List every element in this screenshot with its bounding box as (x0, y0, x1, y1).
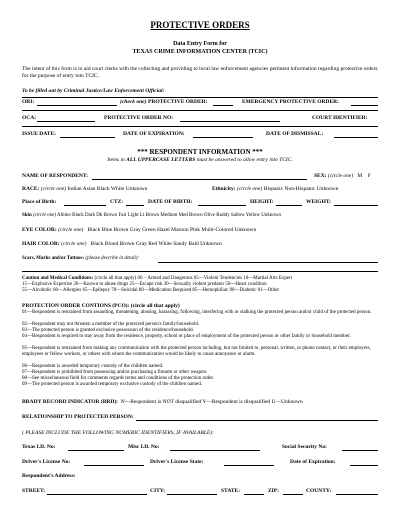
relationship-label: RELATIONSHIP TO PROTECTED PERSON: (22, 414, 134, 420)
sex-option-m[interactable]: M (357, 173, 363, 179)
pco-item-03[interactable]: 03—The protected person is granted exclusive possession of the residence/household. (22, 328, 194, 333)
race-label: RACE: (22, 186, 40, 192)
city-label: CITY: (150, 488, 166, 494)
dl-expiration-field[interactable] (350, 465, 378, 466)
hair-color-label: HAIR COLOR: (22, 241, 60, 247)
issue-date-field[interactable] (60, 137, 115, 138)
check-one-hint: (check one) (120, 99, 147, 105)
caution-options-1[interactable]: (circle all that apply) 00 – Armed and Dangerous 05—Violent Tendencies 10—Martial Arts Expert (94, 276, 293, 281)
texas-id-field[interactable] (68, 450, 124, 451)
form-subtitle-1: Data Entry Form for (173, 41, 227, 47)
drivers-license-state-label: Driver's License State: (150, 459, 204, 465)
scars-group (22, 256, 139, 261)
ctz-field[interactable] (126, 205, 144, 206)
hair-color-group (22, 241, 222, 247)
emergency-order-label: EMERGENCY PROTECTIVE ORDER: (242, 99, 339, 105)
respondent-heading-stars-right: *** (252, 148, 263, 156)
respondent-note-emphasis: ALL UPPERCASE LETTERS (126, 157, 196, 163)
ctz-label: CTZ: (110, 199, 124, 205)
pco-item-01[interactable]: 01—Respondent is restrained from assaulting, threatening, abusing, harassing, following, interfering with or stalking the protected person and/or child of the protected person. (22, 310, 372, 315)
place-of-birth-label: Place of Birth: (22, 199, 57, 205)
identifiers-note: ( PLEASE INCLUDE THE FOLLOWING NUMERIC IDENTIFIERS, IF AVAILABLE): (22, 430, 214, 436)
caution-options-2[interactable]: 15—Explosive Expertise 20—Known to abuse drugs 25—Escape risk 30—Sexually violent predator 50—Heart condition (22, 282, 267, 287)
respondent-note (0, 157, 400, 163)
skin-label: Skin (22, 213, 32, 218)
pco-item-06[interactable]: 06—Respondent is awarded temporary custody of the children named. (22, 364, 164, 369)
skin-hint: (circle one) (32, 213, 56, 218)
date-of-dismissal-label: DATE OF DISMISSAL: (266, 131, 324, 137)
ethnicity-group (212, 186, 338, 192)
name-of-respondent-field[interactable] (92, 179, 307, 180)
date-of-birth-label: DATE OF BIRTH: (148, 199, 193, 205)
skin-options[interactable]: Albino Black Dark Dk Brown Fair Light Lt Brown Medium Med Brown Olive Ruddy Sallow Yellow Unknown (56, 213, 281, 218)
dl-expiration-label: Date of Expiration: (290, 459, 336, 465)
ori-row-rule (22, 110, 378, 111)
hair-color-options[interactable]: Black Blond Brown Gray Red White Sandy Bald Unknown (90, 241, 222, 247)
court-identifier-field[interactable] (22, 126, 378, 127)
height-label: HEIGHT: (250, 199, 274, 205)
pco-heading-label: PROTECTION ORDER CONTIONS (PCO): (22, 303, 130, 309)
race-options[interactable]: Indian Asian Black White Unknown (67, 186, 148, 192)
ethnicity-options[interactable]: Hispanic Non-Hispanic Unknown (263, 186, 339, 192)
ethnicity-hint: (circle one) (236, 186, 263, 192)
eye-color-group (22, 227, 256, 233)
place-of-birth-field[interactable] (64, 205, 106, 206)
form-subtitle-2: TEXAS CRIME INFORMATION CENTER (TCIC) (132, 49, 268, 55)
emergency-order-checkbox[interactable] (351, 105, 378, 106)
county-label: COUNTY: (306, 488, 332, 494)
brady-options[interactable]: N—Respondent is NOT disqualified Y—Respondent is disqualified U—Unknown (120, 399, 303, 405)
eye-color-hint: (circle one) (58, 227, 84, 233)
form-title: PROTECTIVE ORDERS (150, 20, 250, 30)
protective-order-label: PROTECTIVE ORDER: (148, 99, 208, 105)
protective-order-no-field[interactable] (180, 121, 280, 122)
relationship-field[interactable] (136, 420, 378, 421)
texas-id-label: Texas I.D. No: (22, 444, 56, 450)
skin-group (22, 213, 281, 218)
pco-heading-hint: (circle all that apply) (130, 303, 180, 309)
pco-item-04[interactable]: 04—Respondent is required to stay away from the residence, property, school or place of employment of the protected person or other family or household member. (22, 334, 351, 339)
oca-label: OCA: (22, 115, 37, 121)
zip-field[interactable] (283, 494, 303, 495)
brady-group (22, 399, 303, 405)
sex-group (314, 173, 371, 179)
drivers-license-state-field[interactable] (224, 465, 274, 466)
protective-order-checkbox[interactable] (213, 105, 233, 106)
date-of-dismissal-field[interactable] (334, 137, 378, 138)
respondent-note-suffix: must be answered to allow entry into TCIC. (196, 157, 293, 163)
scars-field-line-2[interactable] (22, 271, 378, 272)
state-label: STATE: (221, 488, 241, 494)
caution-label: Caution and Medical Conditions: (22, 276, 94, 281)
caution-options-3[interactable]: 55—Alcoholic 60—Allergies 65—Epilepsy 70—Suicidal 80—Medication Required 85—Hemophiliac 90—Diabetic 01—Other (22, 288, 280, 293)
brady-label: BRADY RECORD INDICATOR (BRD): (22, 399, 118, 405)
ori-label: ORI: (22, 99, 35, 105)
pco-item-02[interactable]: 02—Respondent may not threaten a member of the protected person's family/household. (22, 322, 200, 327)
weight-label: WEIGHT: (306, 199, 331, 205)
officer-heading-rule (22, 97, 378, 98)
respondent-heading-text: RESPONDENT INFORMATION (149, 148, 251, 156)
sex-label: SEX: (314, 173, 327, 179)
issue-date-label: ISSUE DATE: (22, 131, 56, 137)
pco-item-08[interactable]: 08—See miscellaneous field for comments regards terms and conditions of the protection order. (22, 376, 215, 381)
officer-heading: To be filled out by Criminal Justice/Law Enforcement Official: (22, 88, 165, 94)
sex-hint: (circle one) (327, 173, 354, 179)
ethnicity-label: Ethnicity: (212, 186, 236, 192)
respondent-address-label: Respondent's Address: (22, 473, 76, 479)
date-of-expiration-label: DATE OF EXPIRATION: (123, 131, 185, 137)
scars-field-line-1[interactable] (158, 262, 378, 263)
scars-hint: (please describe in detail): (85, 256, 140, 261)
race-hint: (circle one) (40, 186, 67, 192)
ssn-label: Social Security No: (282, 444, 327, 450)
sex-option-f[interactable]: F (367, 173, 371, 179)
caution-line-1 (22, 276, 292, 281)
misc-id-field[interactable] (170, 450, 260, 451)
oca-field[interactable] (37, 121, 95, 122)
pco-item-07[interactable]: 07—Respondent is prohibited from possessing and/or purchasing a firearm or other weapon. (22, 370, 208, 375)
protective-order-no-label: PROTECTIVE ORDER NO: (104, 115, 174, 121)
intro-text: The intent of this form is to aid court clerks with the collecting and providing to local law enforcement agencies pertinent information regarding protective orders for the purpose of entry into TCIC. (22, 66, 378, 79)
state-field[interactable] (244, 494, 264, 495)
drivers-license-no-field[interactable] (84, 465, 144, 466)
hair-color-hint: (circle one) (61, 241, 87, 247)
eye-color-options[interactable]: Black Blue Brown Gray Green Hazel Maroon Pink Multi-Colored Unknown (87, 227, 257, 233)
eye-color-label: EYE COLOR: (22, 227, 57, 233)
scars-label: Scars, Marks and/or Tattoos: (22, 256, 85, 261)
misc-id-label: Misc I.D. No: (128, 444, 160, 450)
zip-label: ZIP: (268, 488, 279, 494)
weight-field[interactable] (334, 205, 378, 206)
date-of-expiration-field[interactable] (193, 137, 253, 138)
pco-heading (22, 303, 180, 309)
ori-field[interactable] (37, 105, 117, 106)
respondent-heading (0, 148, 400, 156)
respondent-heading-stars-left: *** (137, 148, 148, 156)
date-of-birth-field[interactable] (198, 205, 246, 206)
court-identifier-label: COURT IDENTIFIER: (312, 115, 368, 121)
county-field[interactable] (336, 494, 378, 495)
pco-item-05[interactable]: 05—Respondent is restrained from making any communication with the protected person including, but not limited to, personal, written, or phone contact, or their employers, employees or fellow workers, or others with whom the communication would be likely to cause annoyance or alarm. (22, 346, 371, 357)
ssn-field[interactable] (342, 450, 378, 451)
height-field[interactable] (276, 205, 302, 206)
street-label: STREET: (22, 488, 46, 494)
name-of-respondent-label: NAME OF RESPONDENT: (22, 173, 88, 179)
street-field[interactable] (47, 494, 147, 495)
pco-item-09[interactable]: 09—The protected person is awarded temporary exclusive custody of the children named. (22, 382, 202, 387)
city-field[interactable] (167, 494, 217, 495)
drivers-license-no-label: Driver's License No: (22, 459, 71, 465)
race-group (22, 186, 147, 192)
respondent-note-prefix: Items in (107, 157, 125, 163)
